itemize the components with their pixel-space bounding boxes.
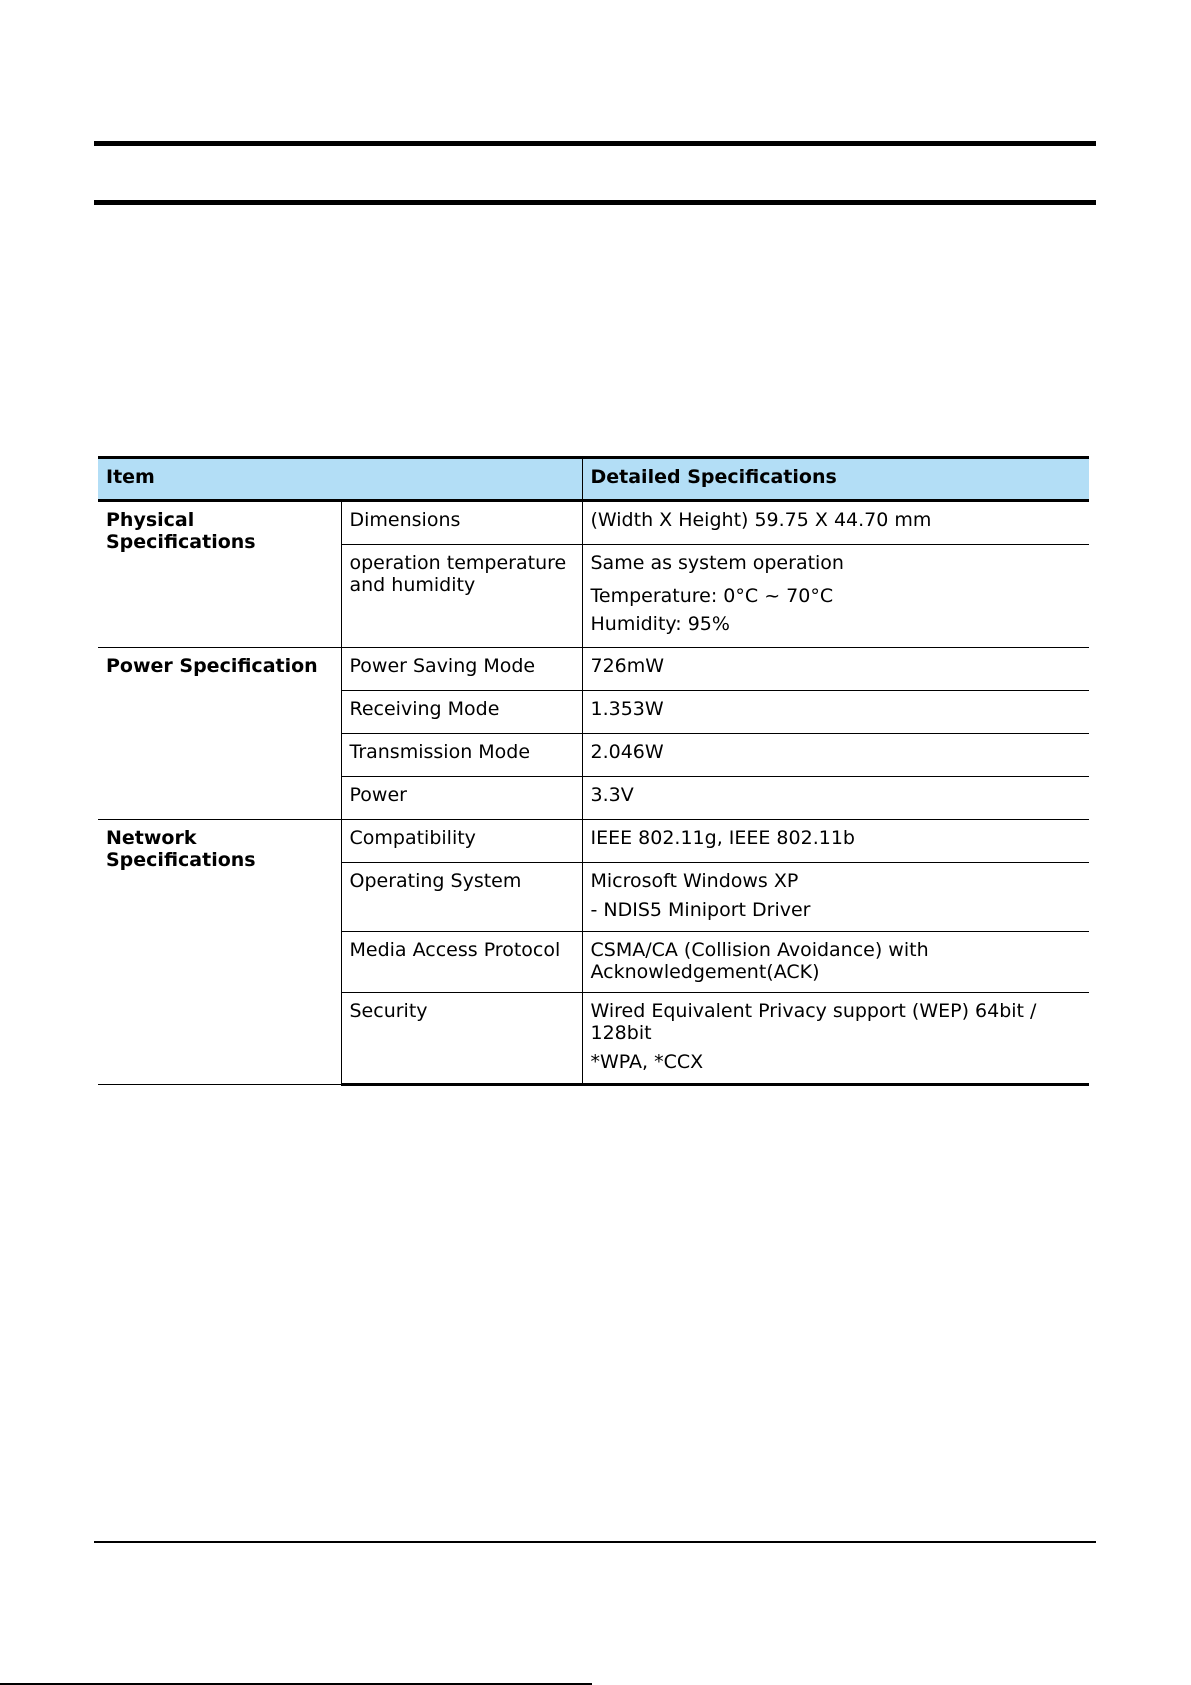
item-operation-temperature (341, 545, 582, 648)
group-label-line: Physical (106, 509, 195, 531)
specifications-table (98, 456, 1089, 1086)
value-line: Humidity: 95% (590, 613, 730, 635)
value-transmission-mode: 2.046W (582, 734, 1089, 777)
header-rule-bottom (94, 200, 1096, 205)
value-line: *WPA, *CCX (590, 1051, 704, 1073)
table-row (98, 648, 1089, 691)
item-label-line: and humidity (349, 574, 476, 596)
value-security (582, 993, 1089, 1085)
value-operating-system (582, 863, 1089, 932)
item-power-saving-mode: Power Saving Mode (341, 648, 582, 691)
table-row (98, 820, 1089, 863)
header-item: Item (98, 458, 582, 501)
group-power-specification: Power Specification (98, 648, 341, 820)
item-label-line: operation temperature (349, 552, 567, 574)
group-label-line: Specifications (106, 849, 256, 871)
value-dimensions (582, 501, 1089, 545)
item-media-access-protocol: Media Access Protocol (341, 932, 582, 993)
value-power-saving-mode: 726mW (582, 648, 1089, 691)
value-line: CSMA/CA (Collision Avoidance) with (590, 939, 929, 961)
value-compatibility: IEEE 802.11g, IEEE 802.11b (582, 820, 1089, 863)
item-compatibility: Compatibility (341, 820, 582, 863)
value-receiving-mode: 1.353W (582, 691, 1089, 734)
item-operating-system: Operating System (341, 863, 582, 932)
item-receiving-mode: Receiving Mode (341, 691, 582, 734)
value-line: Wired Equivalent Privacy support (WEP) 64bit / 128bit (590, 1000, 1037, 1044)
group-label-line: Specifications (106, 531, 256, 553)
value-line: Microsoft Windows XP (590, 870, 799, 892)
item-power: Power (341, 777, 582, 820)
value-line: Temperature: 0°C ~ 70°C (590, 585, 834, 607)
header-detailed-specifications: Detailed Specifications (582, 458, 1089, 501)
value-media-access-protocol (582, 932, 1089, 993)
value-line: - NDIS5 Miniport Driver (590, 899, 811, 921)
value-operation-temperature (582, 545, 1089, 648)
header-rule-top (94, 141, 1096, 146)
value-line: (Width X Height) 59.75 X 44.70 mm (590, 509, 932, 531)
item-transmission-mode: Transmission Mode (341, 734, 582, 777)
group-physical-specifications (98, 501, 341, 648)
table-row (98, 501, 1089, 545)
value-power: 3.3V (582, 777, 1089, 820)
item-dimensions: Dimensions (341, 501, 582, 545)
value-line: Same as system operation (590, 552, 844, 574)
group-label-line: Network (106, 827, 197, 849)
footer-rule (94, 1541, 1096, 1543)
value-line: Acknowledgement(ACK) (590, 961, 820, 983)
table-header-row (98, 458, 1089, 501)
group-network-specifications (98, 820, 341, 1085)
item-security: Security (341, 993, 582, 1085)
